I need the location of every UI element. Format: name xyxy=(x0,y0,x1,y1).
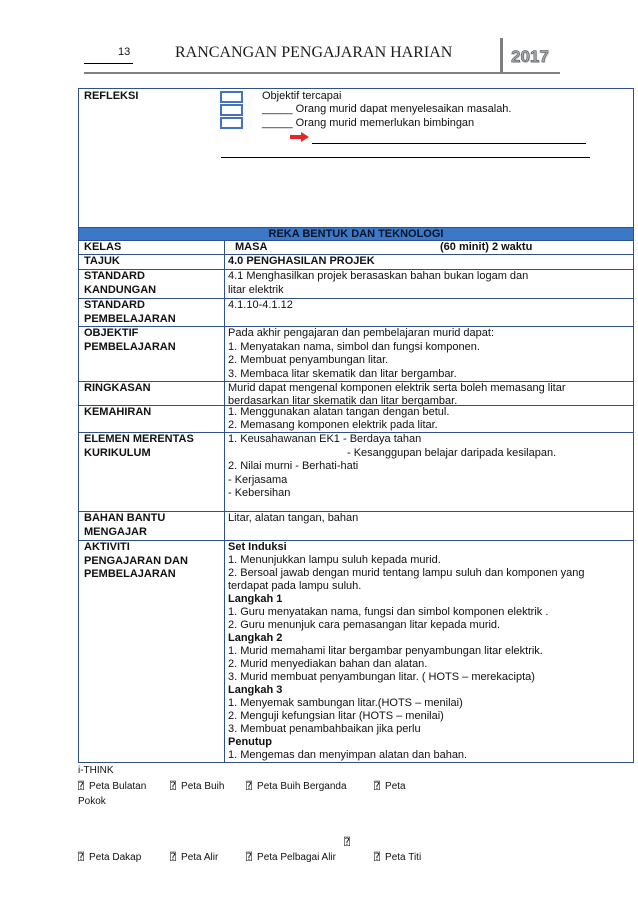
row-label-line: AKTIVITI xyxy=(84,541,130,553)
row-label-line: MENGAJAR xyxy=(84,525,147,538)
ithink-option-peta-pelbagai-alir xyxy=(246,852,336,864)
reflection-option-guidance: _____ Orang murid memerlukan bimbingan xyxy=(262,117,475,129)
ithink-title: i-THINK xyxy=(78,765,114,776)
checkbox-glyph-icon: ⍰ xyxy=(78,852,85,863)
kemahiran-row xyxy=(79,405,633,432)
row-text-line: Pada akhir pengajaran dan pembelajaran murid dapat: xyxy=(228,327,495,339)
row-text-line: 1. Keusahawanan EK1 - Berdaya tahan xyxy=(228,433,422,445)
activity-step: terdapat pada lampu suluh. xyxy=(228,580,362,592)
elemen-label-cell xyxy=(79,433,225,511)
row-label-line: BAHAN BANTU xyxy=(84,512,166,524)
row-text-line: 2. Memasang komponen elektrik pada litar. xyxy=(228,419,438,431)
bahan-label-cell xyxy=(79,512,225,540)
row-label-line: KURIKULUM xyxy=(84,446,151,459)
activity-section-heading: Langkah 2 xyxy=(228,632,283,644)
objektif-value-cell xyxy=(225,327,633,381)
subject-title: REKA BENTUK DAN TEKNOLOGI xyxy=(268,228,444,240)
red-arrow-shape xyxy=(290,132,309,142)
reflection-blank-line xyxy=(221,157,590,158)
checkbox-glyph-icon: ⍰ xyxy=(170,781,177,792)
row-text-line: berdasarkan litar skematik dan litar bergambar. xyxy=(228,395,458,407)
aktiviti-label-cell xyxy=(79,541,225,762)
tajuk-value-cell xyxy=(225,255,633,269)
activity-step: 1. Menyemak sambungan litar.(HOTS – menilai) xyxy=(228,697,463,709)
ithink-option-label: Peta Pelbagai Alir xyxy=(257,852,336,863)
kelas-label-cell xyxy=(79,241,225,254)
row-text-line: litar elektrik xyxy=(228,283,284,296)
checkbox-glyph-icon: ⍰ xyxy=(78,781,85,792)
ringkasan-label-cell xyxy=(79,382,225,405)
ithink-option-peta-bulatan xyxy=(78,781,146,793)
row-text-line: - Kebersihan xyxy=(228,487,291,499)
row-label-line: STANDARD xyxy=(84,299,145,311)
reflection-label: REFLEKSI xyxy=(84,90,139,102)
tajuk-label-cell xyxy=(79,255,225,269)
ithink-option-peta-titi xyxy=(374,852,421,864)
elemen-row xyxy=(79,432,633,511)
standard-kandungan-label-cell xyxy=(79,270,225,298)
subject-banner xyxy=(79,227,633,240)
standard-pembelajaran-row xyxy=(79,298,633,326)
row-text-line: Murid dapat mengenal komponen elektrik serta boleh memasang litar xyxy=(228,382,566,394)
row-label-line: PEMBELAJARAN xyxy=(84,340,176,353)
tajuk-value: 4.0 PENGHASILAN PROJEK xyxy=(228,255,375,267)
activity-step: 2. Menguji kefungsian litar (HOTS – menilai) xyxy=(228,710,444,722)
activity-step: 3. Murid membuat penyambungan litar. ( HOTS – merekacipta) xyxy=(228,671,535,683)
ithink-option-peta-dakap xyxy=(78,852,141,864)
activity-step: 2. Murid menyediakan bahan dan alatan. xyxy=(228,658,428,670)
checkbox-glyph-icon: ⍰ xyxy=(344,837,351,848)
standard-pembelajaran-value-cell xyxy=(225,299,633,326)
row-label-line: ELEMEN MERENTAS xyxy=(84,433,194,445)
row-label-line: RINGKASAN xyxy=(84,382,151,394)
row-label-line: PEMBELAJARAN xyxy=(84,568,176,580)
kemahiran-value-cell xyxy=(225,406,633,432)
reflection-option-solved: _____ Orang murid dapat menyelesaikan masalah. xyxy=(262,103,512,115)
year-label: 2017 xyxy=(511,47,549,66)
row-text-line: 3. Membaca litar skematik dan litar bergambar. xyxy=(228,367,457,380)
reflection-row xyxy=(79,89,633,227)
row-label-line: KANDUNGAN xyxy=(84,283,157,296)
row-label-line: PENGAJARAN DAN xyxy=(84,554,188,567)
row-text-line: 4.1 Menghasilkan projek berasaskan bahan bukan logam dan xyxy=(228,270,529,282)
kemahiran-label-cell xyxy=(79,406,225,432)
activity-step: 1. Guru menyatakan nama, fungsi dan simbol komponen elektrik . xyxy=(228,606,549,618)
row-text-line: 4.1.10-4.1.12 xyxy=(228,299,293,311)
standard-pembelajaran-label-cell xyxy=(79,299,225,326)
row-text-line: - Kerjasama xyxy=(228,473,288,486)
activity-step: 2. Guru menunjuk cara pemasangan litar kepada murid. xyxy=(228,619,501,631)
ithink-option-peta-buih xyxy=(170,781,224,793)
ithink-option-label: Peta Titi xyxy=(385,852,422,863)
ithink-option-label: Peta Dakap xyxy=(89,852,142,863)
checkbox-glyph-icon: ⍰ xyxy=(170,852,177,863)
ithink-option-label: Peta Buih Berganda xyxy=(257,781,347,792)
activity-step: 2. Bersoal jawab dengan murid tentang lampu suluh dan komponen yang xyxy=(228,567,585,579)
row-text-line: 1. Menggunakan alatan tangan dengan betul. xyxy=(228,406,450,418)
bahan-row xyxy=(79,511,633,540)
row-text-line: - Kesanggupan belajar daripada kesilapan. xyxy=(347,446,557,459)
ithink-option-label: Peta Buih xyxy=(181,781,225,792)
row-text-line: 2. Nilai murni - Berhati-hati xyxy=(228,460,359,472)
red-arrow-icon xyxy=(290,132,309,142)
ringkasan-row xyxy=(79,381,633,405)
reflection-objective-text: Objektif tercapai xyxy=(262,90,342,102)
row-label-line: STANDARD xyxy=(84,270,145,282)
ithink-option-label: Peta Alir xyxy=(181,852,219,863)
checkbox-glyph-icon: ⍰ xyxy=(246,781,253,792)
reflection-checkbox xyxy=(220,117,243,129)
standard-kandungan-row xyxy=(79,269,633,298)
activity-step: 3. Membuat penambahbaikan jika perlu xyxy=(228,723,421,735)
reflection-checkbox xyxy=(220,91,243,103)
activity-step: 1. Murid memahami litar bergambar penyambungan litar elektrik. xyxy=(228,645,543,657)
objektif-row xyxy=(79,326,633,381)
page-number-underline xyxy=(84,63,133,64)
ithink-option-peta-buih-berganda xyxy=(246,781,347,793)
reflection-checkbox xyxy=(220,104,243,116)
masa-duration: (60 minit) 2 waktu xyxy=(440,241,533,253)
page-number: 13 xyxy=(118,46,131,58)
reflection-blank-line xyxy=(312,143,586,144)
ithink-option-peta-pokok xyxy=(374,781,406,793)
standard-kandungan-value-cell xyxy=(225,270,633,298)
elemen-value-cell xyxy=(225,433,633,511)
kelas-value-cell xyxy=(225,241,633,254)
ithink-option-label: Peta xyxy=(385,781,406,792)
row-text-line: 2. Membuat penyambungan litar. xyxy=(228,354,389,366)
checkbox-glyph-icon: ⍰ xyxy=(374,781,381,792)
aktiviti-value-cell xyxy=(225,541,633,762)
document-title: RANCANGAN PENGAJARAN HARIAN xyxy=(175,44,453,61)
row-text-line: 1. Menyatakan nama, simbol dan fungsi komponen. xyxy=(228,340,480,353)
activity-section-heading: Penutup xyxy=(228,736,272,748)
checkbox-glyph-icon: ⍰ xyxy=(246,852,253,863)
row-text-line: Litar, alatan tangan, bahan xyxy=(228,512,359,524)
header-rule xyxy=(84,72,560,74)
activity-step: 1. Mengemas dan menyimpan alatan dan bahan. xyxy=(228,749,468,761)
activity-step: 1. Menunjukkan lampu suluh kepada murid. xyxy=(228,554,441,566)
ithink-option-label: Peta Bulatan xyxy=(89,781,147,792)
ithink-option-peta-alir xyxy=(170,852,218,864)
ithink-option-label-wrap: Pokok xyxy=(78,796,106,807)
row-label-line: PEMBELAJARAN xyxy=(84,312,176,325)
lesson-plan-table xyxy=(78,88,634,763)
header-divider-bar xyxy=(500,38,503,74)
row-label-line: OBJEKTIF xyxy=(84,327,139,339)
checkbox-glyph-icon: ⍰ xyxy=(374,852,381,863)
aktiviti-row xyxy=(79,540,633,762)
kelas-label: KELAS xyxy=(84,241,122,253)
activity-section-heading: Langkah 3 xyxy=(228,684,283,696)
tajuk-row xyxy=(79,254,633,269)
tajuk-label: TAJUK xyxy=(84,255,120,267)
objektif-label-cell xyxy=(79,327,225,381)
activity-section-heading: Set Induksi xyxy=(228,541,287,553)
ringkasan-value-cell xyxy=(225,382,633,405)
bahan-value-cell xyxy=(225,512,633,540)
kelas-row xyxy=(79,240,633,254)
masa-label: MASA xyxy=(235,241,268,253)
lone-glyph xyxy=(344,837,350,849)
row-label-line: KEMAHIRAN xyxy=(84,406,152,418)
activity-section-heading: Langkah 1 xyxy=(228,593,283,605)
